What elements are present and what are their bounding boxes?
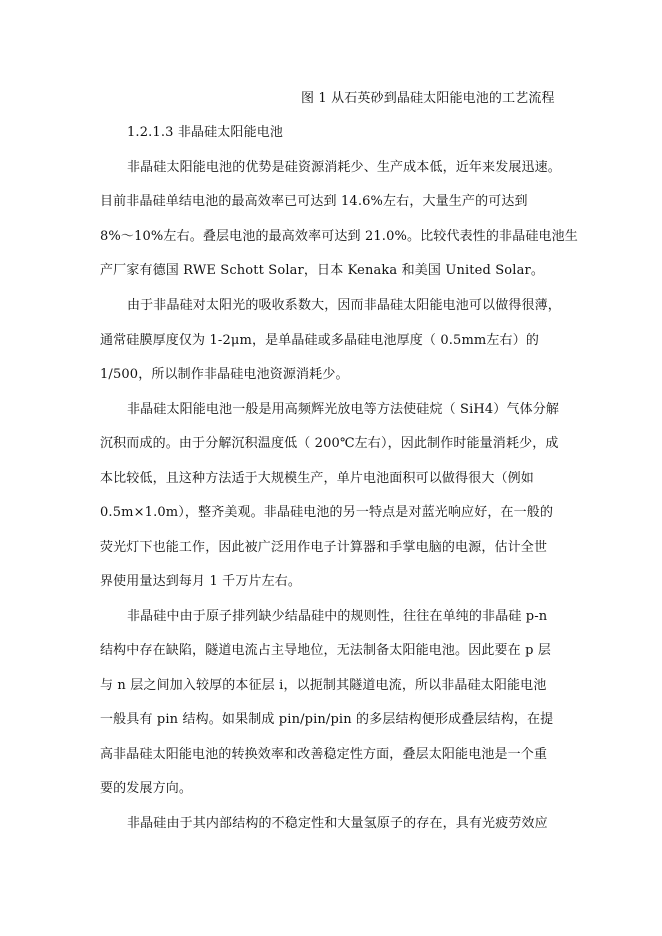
paragraph-line: 非晶硅由于其内部结构的不稳定性和大量氢原子的存在，具有光疲劳效应 [127, 816, 548, 831]
paragraph-line: 一般具有 pin 结构。如果制成 pin/pin/pin 的多层结构便形成叠层结构，在提 [100, 712, 554, 727]
paragraph-line: 非晶硅中由于原子排列缺少结晶硅中的规则性，往往在单纯的非晶硅 p-n [127, 609, 548, 624]
paragraph-line: 本比较低，且这种方法适于大规模生产，单片电池面积可以做得很大（例如 [100, 471, 534, 486]
paragraph-line: 1/500，所以制作非晶硅电池资源消耗少。 [100, 367, 349, 382]
section-heading: 1.2.1.3 非晶硅太阳能电池 [127, 125, 284, 140]
paragraph-line: 高非晶硅太阳能电池的转换效率和改善稳定性方面，叠层太阳能电池是一个重 [100, 747, 548, 762]
paragraph-line: 由于非晶硅对太阳光的吸收系数大，因而非晶硅太阳能电池可以做得很薄， [127, 298, 561, 313]
paragraph-line: 非晶硅太阳能电池的优势是硅资源消耗少、生产成本低，近年来发展迅速。 [127, 160, 561, 175]
paragraph-line: 目前非晶硅单结电池的最高效率已可达到 14.6%左右，大量生产的可达到 [100, 194, 528, 209]
paragraph-line: 非晶硅太阳能电池一般是用高频辉光放电等方法使硅烷（ SiH4）气体分解 [127, 402, 560, 417]
figure-caption: 图 1 从石英砂到晶硅太阳能电池的工艺流程 [301, 91, 555, 106]
paragraph-line: 与 n 层之间加入较厚的本征层 i，以扼制其隧道电流，所以非晶硅太阳能电池 [100, 678, 547, 693]
paragraph-line: 结构中存在缺陷，隧道电流占主导地位，无法制备太阳能电池。因此要在 p 层 [100, 643, 551, 658]
paragraph-line: 要的发展方向。 [100, 781, 193, 796]
paragraph-line: 界使用量达到每月 1 千万片左右。 [100, 574, 302, 589]
paragraph-line: 产厂家有德国 RWE Schott Solar，日本 Kenaka 和美国 United Solar。 [100, 263, 545, 278]
paragraph-line: 通常硅膜厚度仅为 1-2μm，是单晶硅或多晶硅电池厚度（ 0.5mm左右）的 [100, 333, 540, 348]
paragraph-line: 0.5m×1.0m），整齐美观。非晶硅电池的另一特点是对蓝光响应好，在一般的 [100, 505, 554, 520]
paragraph-line: 荧光灯下也能工作，因此被广泛用作电子计算器和手掌电脑的电源，估计全世 [100, 540, 548, 555]
paragraph-line: 8%～10%左右。叠层电池的最高效率可达到 21.0%。比较代表性的非晶硅电池生 [100, 229, 578, 244]
paragraph-line: 沉积而成的。由于分解沉积温度低（ 200℃左右），因此制作时能量消耗少，成 [100, 436, 559, 451]
